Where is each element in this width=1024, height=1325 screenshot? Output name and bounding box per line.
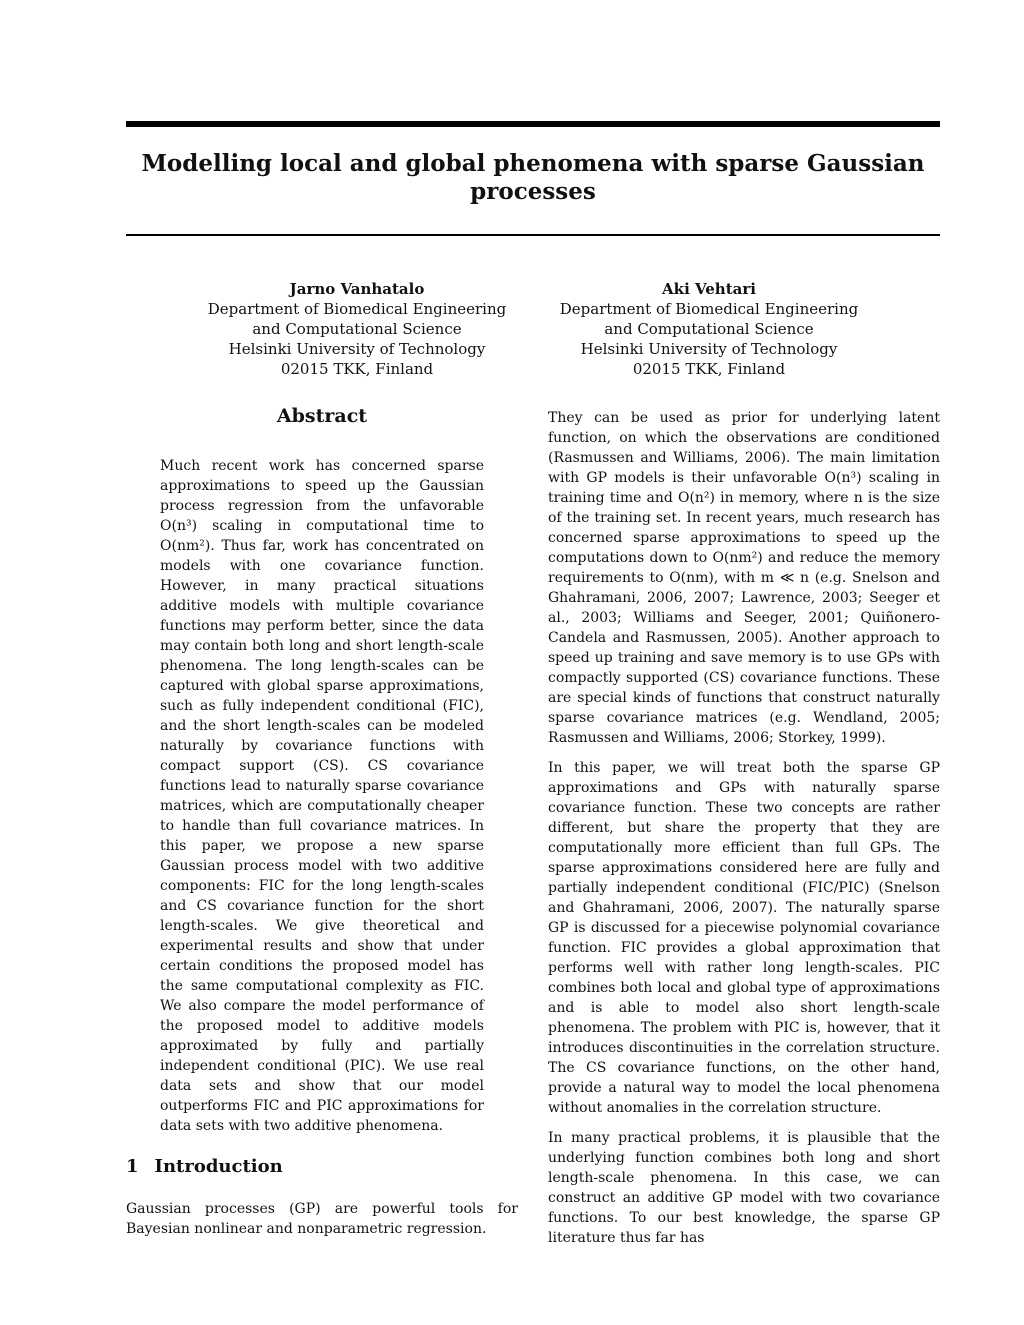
author-dept-line2: and Computational Science	[252, 320, 462, 338]
introduction-paragraph: Gaussian processes (GP) are powerful tools for Bayesian nonlinear and nonparametric regression.	[126, 1201, 518, 1237]
section-title: Introduction	[154, 1156, 283, 1177]
paper-title: Modelling local and global phenomena with sparse Gaussian processes	[141, 150, 925, 205]
author-dept-line2: and Computational Science	[604, 320, 814, 338]
author-dept-line1: Department of Biomedical Engineering	[559, 300, 859, 318]
author-university: Helsinki University of Technology	[228, 340, 486, 358]
author-name: Aki Vehtari	[662, 280, 756, 298]
title-rule-bottom	[126, 234, 940, 236]
abstract-heading: Abstract	[276, 405, 368, 427]
author-block-1	[192, 279, 522, 379]
author-address: 02015 TKK, Finland	[280, 360, 434, 378]
body-paragraph-2: In this paper, we will treat both the sparse GP approximations and GPs with naturally sparse covariance function. These two concepts are rather different, but share the property that they are computationally more efficient than full GPs. The sparse approximations considered here are fully and partially independent conditional (FIC/PIC) (Snelson and Ghahramani, 2006, 2007). The naturally sparse GP is discussed for a piecewise polynomial covariance function. FIC provides a global approximation that performs well with rather long length-scales. PIC combines both local and global type of approximations and is able to model also short length-scale phenomena. The problem with PIC is, however, that it introduces discontinuities in the correlation structure. The CS covariance functions, on the other hand, provide a natural way to model the local phenomena without anomalies in the correlation structure.	[548, 760, 940, 1116]
body-paragraph-1: They can be used as prior for underlying latent function, on which the observations are conditioned (Rasmussen and Williams, 2006). The main limitation with GP models is their unfavorable O(n³) scaling in training time and O(n²) in memory, where n is the size of the training set. In recent years, much research has concerned sparse approximations to speed up the computations down to O(nm²) and reduce the memory requirements to O(nm), with m ≪ n (e.g. Snelson and Ghahramani, 2006, 2007; Lawrence, 2003; Seeger et al., 2003; Williams and Seeger, 2001; Quiñonero-Candela and Rasmussen, 2005). Another approach to speed up training and save memory is to use GPs with compactly supported (CS) covariance functions. These are special kinds of functions that construct naturally sparse covariance matrices (e.g. Wendland, 2005; Rasmussen and Williams, 2006; Storkey, 1999).	[548, 410, 940, 746]
body-paragraph-3: In many practical problems, it is plausible that the underlying function combines both long and short length-scale phenomena. In this case, we can construct an additive GP model with two covariance functions. To our best knowledge, the sparse GP literature thus far has	[548, 1130, 940, 1246]
section-number: 1	[126, 1156, 139, 1177]
author-address: 02015 TKK, Finland	[632, 360, 786, 378]
author-dept-line1: Department of Biomedical Engineering	[207, 300, 507, 318]
title-rule-top	[126, 121, 940, 127]
author-block-2	[544, 279, 874, 379]
abstract-paragraph: Much recent work has concerned sparse approximations to speed up the Gaussian process regression from the unfavorable O(n³) scaling in computational time to O(nm²). Thus far, work has concentrated on models with one covariance function. However, in many practical situations additive models with multiple covariance functions may perform better, since the data may contain both long and short length-scale phenomena. The long length-scales can be captured with global sparse approximations, such as fully independent conditional (FIC), and the short length-scales can be modeled naturally by covariance functions with compact support (CS). CS covariance functions lead to naturally sparse covariance matrices, which are computationally cheaper to handle than full covariance matrices. In this paper, we propose a new sparse Gaussian process model with two additive components: FIC for the long length-scales and CS covariance function for the short length-scales. We give theoretical and experimental results and show that under certain conditions the proposed model has the same computational complexity as FIC. We also compare the model performance of the proposed model to additive models approximated by fully and partially independent conditional (PIC). We use real data sets and show that our model outperforms FIC and PIC approximations for data sets with two additive phenomena.	[160, 458, 484, 1134]
abstract-body	[160, 456, 484, 1136]
author-name: Jarno Vanhatalo	[289, 280, 425, 298]
author-university: Helsinki University of Technology	[580, 340, 838, 358]
right-column	[548, 408, 940, 1258]
introduction-body	[126, 1199, 518, 1239]
section-heading-introduction	[126, 1156, 299, 1177]
